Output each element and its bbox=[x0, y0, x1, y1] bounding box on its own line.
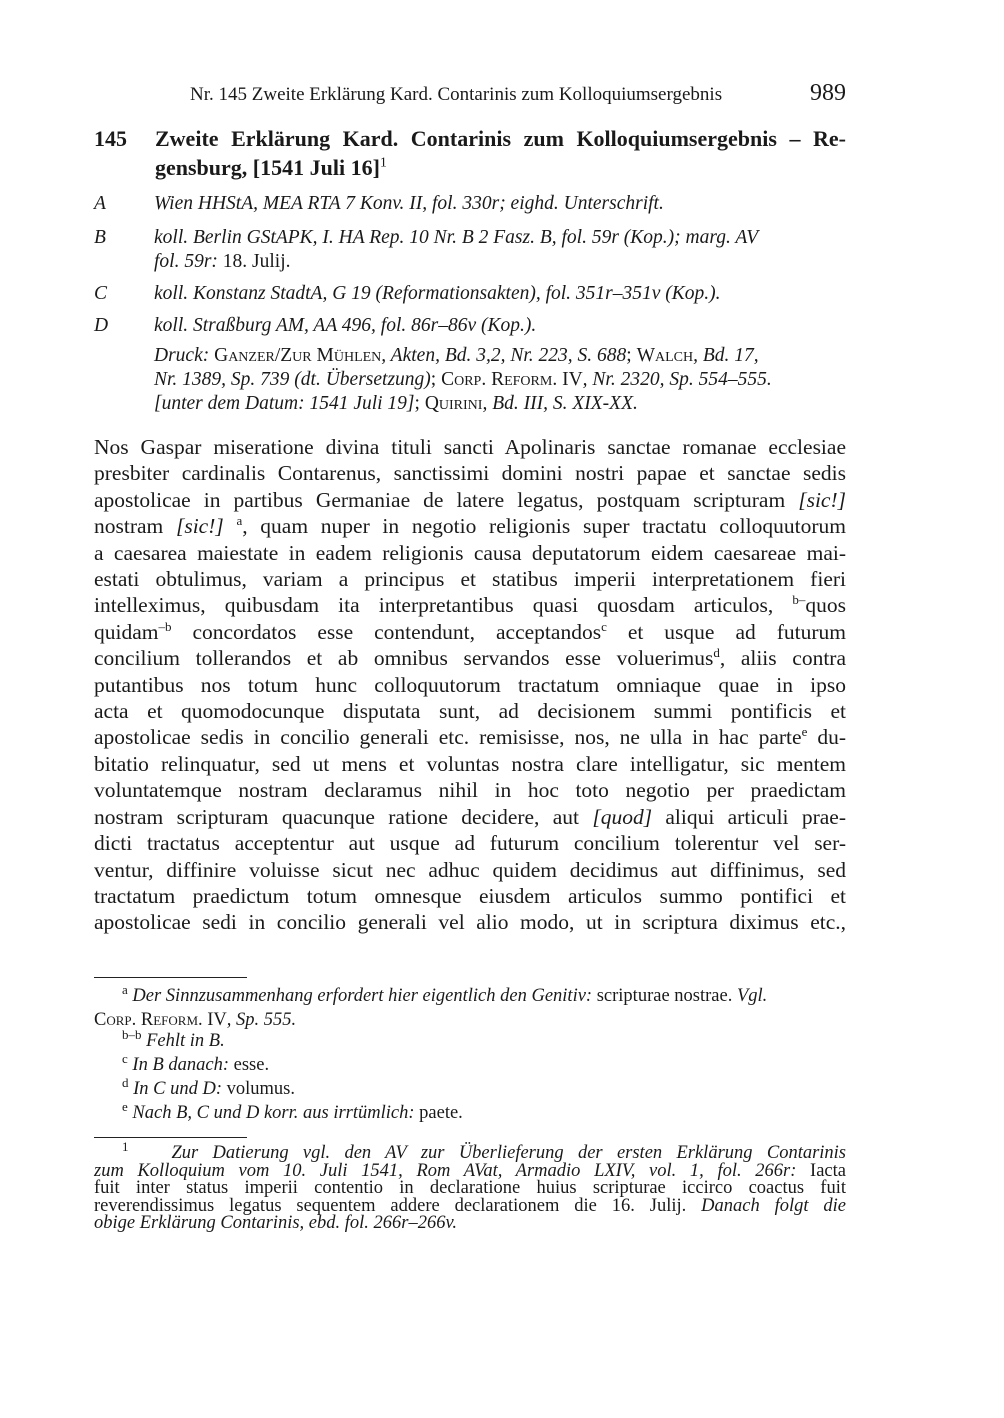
running-title: Nr. 145 Zweite Erklärung Kard. Contarinis zum Kolloquiumsergebnis bbox=[190, 84, 723, 105]
edition-author: Ganzer/Zur Mühlen bbox=[214, 345, 382, 366]
edition-reference: [unter dem Datum: 1541 Juli 19] bbox=[154, 393, 415, 414]
note-italic: , Sp. 555. bbox=[226, 1010, 297, 1030]
body-line: apostolicae sedi in concilio generali vel alio modo, ut in scriptura diximus etc., bbox=[94, 910, 846, 935]
document-title-line-1: Zweite Erklärung Kard. Contarinis zum Kolloquiumsergebnis – Re- bbox=[155, 126, 846, 151]
note-italic: Der Sinnzusammenhang erfordert hier eigentlich den Genitiv: bbox=[132, 986, 593, 1006]
print-label: Druck: bbox=[154, 345, 210, 366]
footnote-quote: reverendissimus legatus sequentem addere declarationem die 16. Julij. bbox=[94, 1195, 702, 1216]
body-text: nostram bbox=[94, 514, 176, 539]
body-line bbox=[94, 487, 846, 513]
body-line: bitatio relinquatur, sed ut mens et voluntas nostra clare intelligatur, sic mentem bbox=[94, 751, 846, 776]
body-text: aliqui articuli prae- bbox=[652, 804, 846, 829]
footnote-text: Zur Datierung vgl. den AV zur Überlieferung der ersten Erklärung Contarinis bbox=[171, 1143, 847, 1163]
document-body bbox=[94, 434, 846, 936]
footnote-text: Danach folgt die bbox=[701, 1195, 847, 1216]
apparatus-mark[interactable]: a bbox=[236, 513, 243, 529]
note-italic: In C und D: bbox=[133, 1079, 223, 1099]
apparatus-mark[interactable]: e bbox=[801, 724, 808, 740]
body-line bbox=[94, 592, 846, 618]
body-text: nostram scripturam quacunque ratione decidere, aut bbox=[94, 804, 593, 829]
note-italic: Nach B, C und D korr. aus irrtümlich: bbox=[132, 1103, 415, 1123]
edition-reference: , Bd. III, S. XIX-XX. bbox=[482, 393, 638, 414]
body-line bbox=[94, 619, 846, 645]
edition-reference: Nr. 1389, Sp. 739 (dt. Übersetzung) bbox=[154, 369, 431, 390]
body-text: apostolicae in partibus Germaniae de latere legatus, postquam scripturam bbox=[94, 487, 799, 512]
apparatus-divider bbox=[94, 977, 247, 978]
note-text: scripturae nostrae. bbox=[592, 986, 737, 1006]
body-line bbox=[94, 645, 846, 671]
edition-author: Corp. Reform. bbox=[441, 369, 558, 390]
source-text-line-1: koll. Berlin GStAPK, I. HA Rep. 10 Nr. B 2 Fasz. B, fol. 59r (Kop.); marg. AV bbox=[154, 227, 759, 248]
apparatus-note-a bbox=[94, 981, 846, 1032]
body-line: a caesarea maiestate in eadem religionis causa deputatorum eidem caesareae mai- bbox=[94, 540, 846, 565]
source-text bbox=[154, 226, 846, 274]
body-text: quos bbox=[805, 593, 846, 618]
body-line bbox=[94, 513, 846, 539]
separator: ; bbox=[626, 345, 637, 366]
body-line: tractatum praedictum totum omnesque eiusdem articulos summo pontifici et bbox=[94, 883, 846, 908]
note-text: volumus. bbox=[222, 1079, 296, 1099]
note-reference: Corp. Reform. bbox=[94, 1010, 203, 1030]
note-italic: In B danach: bbox=[132, 1055, 229, 1075]
source-text-line-2: fol. 59r: bbox=[154, 251, 218, 272]
body-line: putantibus nos totum hunc colloquutorum tractatum omniaque quae in ipso bbox=[94, 672, 846, 697]
body-text: , quam nuper in negotio religionis super tractatu colloquutorum bbox=[242, 514, 846, 539]
apparatus-note-d bbox=[94, 1074, 846, 1101]
apparatus-mark[interactable]: d bbox=[713, 645, 720, 661]
source-text: koll. Konstanz StadtA, G 19 (Reformationsakten), fol. 351r–351v (Kop.). bbox=[154, 283, 721, 304]
document-title-line-2 bbox=[155, 153, 846, 182]
print-editions bbox=[154, 344, 846, 416]
apparatus-note-b bbox=[94, 1026, 846, 1053]
document-title-text: gensburg, [1541 Juli 16] bbox=[155, 155, 380, 180]
body-line: Nos Gaspar miseratione divina tituli sancti Apolinaris sanctae romanae ecclesiae bbox=[94, 435, 846, 459]
editorial-insertion: [quod] bbox=[592, 804, 653, 829]
note-mark: e bbox=[122, 1098, 128, 1114]
edition-author: Quirini bbox=[424, 393, 483, 414]
note-text: paete. bbox=[414, 1103, 463, 1123]
body-text: du- bbox=[807, 725, 846, 750]
body-text: intelleximus, quibusdam ita interpretantibus quasi quosdam articulos, bbox=[94, 593, 793, 618]
body-text: et usque ad futurum bbox=[606, 619, 846, 644]
edition-reference: , Akten, Bd. 3,2, Nr. 223, S. 688 bbox=[381, 345, 627, 366]
footnote-text: obige Erklärung Contarinis, ebd. fol. 266r–266v. bbox=[94, 1213, 457, 1233]
source-siglum: A bbox=[94, 193, 106, 214]
apparatus-mark[interactable]: –b bbox=[158, 618, 172, 634]
editorial-sic: [sic!] bbox=[175, 514, 224, 539]
document-title bbox=[155, 124, 846, 182]
note-text: IV bbox=[202, 1010, 227, 1030]
body-text: concordatos esse contendunt, acceptandos bbox=[171, 619, 602, 644]
source-date: 18. Julij. bbox=[217, 251, 291, 272]
footnote-quote: Iacta bbox=[796, 1160, 846, 1181]
note-mark: d bbox=[122, 1074, 129, 1090]
source-text: koll. Straßburg AM, AA 496, fol. 86r–86v (Kop.). bbox=[154, 315, 537, 336]
body-line: dicti tractatus acceptentur aut usque ad futurum concilium tolerentur vel ser- bbox=[94, 831, 846, 856]
body-line: acta et quomodocunque disputata sunt, ad decisionem summi pontificis et bbox=[94, 699, 846, 724]
footnote-text: zum Kolloquium vom 10. Juli 1541, Rom AVat, Armadio LXIV, vol. 1, fol. 266r: bbox=[94, 1160, 797, 1181]
historical-footnote bbox=[94, 1138, 847, 1233]
source-siglum: D bbox=[94, 315, 109, 336]
source-text: Wien HHStA, MEA RTA 7 Konv. II, fol. 330r; eighd. Unterschrift. bbox=[154, 193, 664, 214]
document-number: 145 bbox=[94, 126, 127, 151]
body-text: concilium tollerandos et ab omnibus servandos esse voluerimus bbox=[94, 646, 714, 671]
source-siglum: B bbox=[94, 227, 106, 248]
apparatus-note-c bbox=[94, 1050, 846, 1077]
body-line bbox=[94, 804, 846, 830]
body-line: voluntatemque nostram declaramus nihil in hoc toto negotio per praedictam bbox=[94, 778, 846, 803]
note-italic: Vgl. bbox=[736, 986, 768, 1006]
apparatus-mark[interactable]: c bbox=[601, 618, 607, 634]
edition-reference: , Bd. 17, bbox=[693, 345, 759, 366]
body-line: presbiter cardinalis Contarenus, sanctissimi domini nostri papae et sanctae sedis bbox=[94, 461, 846, 486]
footnote-reference-1[interactable]: 1 bbox=[379, 155, 387, 171]
body-line: ventur, diffinire voluisse sicut nec adhuc quidem decidimus aut diffinimus, sed bbox=[94, 857, 846, 882]
note-mark: a bbox=[122, 981, 128, 997]
apparatus-note-e bbox=[94, 1098, 846, 1125]
edition-volume: IV bbox=[557, 369, 583, 390]
note-mark: c bbox=[122, 1050, 128, 1066]
footnote-number: 1 bbox=[122, 1138, 129, 1154]
note-text: esse. bbox=[229, 1055, 270, 1075]
body-text: , aliis contra bbox=[719, 646, 846, 671]
editorial-sic: [sic!] bbox=[798, 487, 846, 512]
note-mark: b–b bbox=[122, 1026, 142, 1042]
footnote-line bbox=[94, 1215, 846, 1233]
footnote-divider bbox=[94, 1137, 247, 1138]
apparatus-mark[interactable]: b– bbox=[792, 592, 806, 608]
body-text bbox=[224, 514, 237, 538]
edition-author: Walch bbox=[636, 345, 694, 366]
note-italic: Fehlt in B. bbox=[146, 1031, 225, 1051]
edition-reference: , Nr. 2320, Sp. 554–555. bbox=[582, 369, 772, 390]
footnote-line: fuit inter status imperii contentio in declaratione huius scripturae iccirco coactus fuit bbox=[94, 1178, 846, 1198]
body-line bbox=[94, 724, 846, 750]
running-head bbox=[94, 80, 846, 108]
separator: ; bbox=[414, 393, 425, 414]
body-line: estati obtulimus, variam a principus et statibus imperii interpretationem fieri bbox=[94, 567, 846, 592]
separator: ; bbox=[430, 369, 442, 390]
page-number: 989 bbox=[810, 80, 846, 106]
source-siglum: C bbox=[94, 283, 108, 304]
body-text: quidam bbox=[94, 619, 159, 644]
body-text: apostolicae sedis in concilio generali etc. remisisse, nos, ne ulla in hac parte bbox=[94, 725, 802, 750]
